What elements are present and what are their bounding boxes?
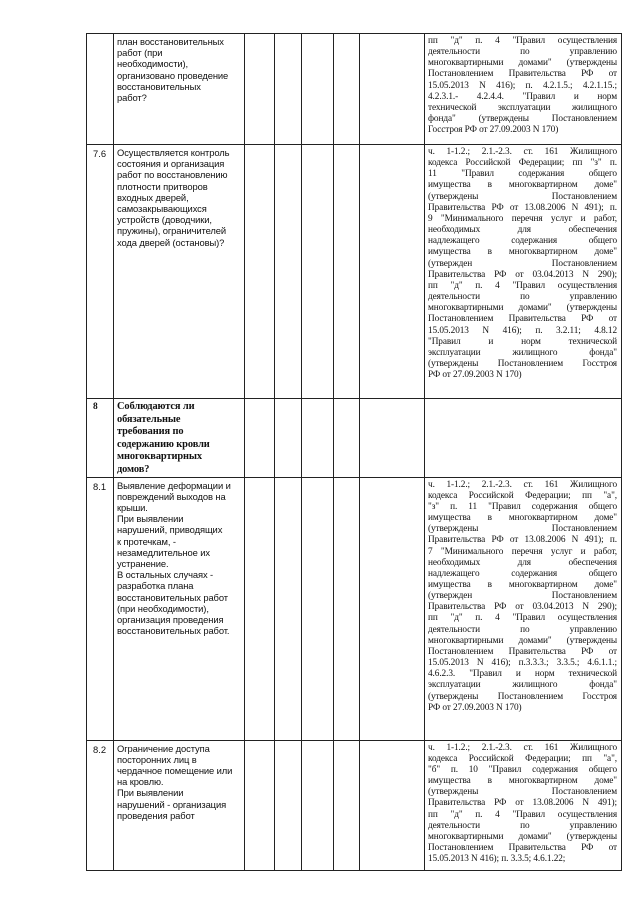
reference-line: Постановлением Правительства РФ от bbox=[428, 69, 617, 80]
reference-line: (утверждены Постановлением Госстроя bbox=[428, 691, 617, 702]
reference-line: "б" п. 10 "Правил содержания общего bbox=[428, 764, 617, 775]
reference-line: (утвержден Постановлением bbox=[428, 258, 617, 269]
question-line: многоквартирных bbox=[117, 451, 203, 463]
notes-cell bbox=[360, 145, 425, 399]
reference-line: технической эксплуатации жилищного bbox=[428, 102, 617, 113]
reference-line: надлежащего содержания общего bbox=[428, 568, 617, 579]
answer-yes-cell bbox=[245, 399, 275, 478]
notes-cell bbox=[360, 477, 425, 740]
reference-line: многоквартирными домами" (утверждены bbox=[428, 635, 617, 646]
requirement-question-cell bbox=[114, 399, 245, 478]
reference-line: пп "д" п. 4 "Правил осуществления bbox=[428, 280, 617, 291]
answer-no-cell bbox=[275, 740, 302, 870]
not-required-cell bbox=[334, 34, 360, 145]
question-line: необходимости), bbox=[117, 58, 189, 70]
reference-line: имущества в многоквартирном доме" bbox=[428, 513, 617, 524]
reference-line: (утвержден Постановлением bbox=[428, 591, 617, 602]
question-line: работ (при bbox=[117, 47, 163, 59]
answer-yes-cell bbox=[245, 740, 275, 870]
question-line: (при необходимости), bbox=[117, 602, 209, 614]
question-line: устранение. bbox=[117, 557, 169, 569]
legal-reference-cell bbox=[425, 399, 622, 478]
item-number-cell: 8.2 bbox=[87, 740, 114, 870]
question-line: В остальных случаях - bbox=[117, 569, 214, 581]
item-number-cell: 7.6 bbox=[87, 145, 114, 399]
question-line: разработка плана bbox=[117, 580, 194, 592]
requirement-question-cell bbox=[114, 740, 245, 870]
reference-line: 15.05.2013 N 416); п.3.3.3.; 3.3.5.; 4.6.1.1.; bbox=[428, 658, 617, 669]
reference-line: (утверждены Постановлением bbox=[428, 524, 617, 535]
reference-line: многоквартирными домами" (утверждены bbox=[428, 831, 617, 842]
not-applicable-cell bbox=[302, 34, 334, 145]
reference-line: деятельности по управлению bbox=[428, 292, 617, 303]
not-required-cell bbox=[334, 399, 360, 478]
question-line: состояния и организация bbox=[117, 158, 225, 170]
question-line: посторонних лиц в bbox=[117, 753, 197, 765]
table-row bbox=[87, 399, 622, 478]
question-line: обязательные bbox=[117, 413, 181, 425]
reference-line: 7 "Минимального перечня услуг и работ, bbox=[428, 546, 617, 557]
reference-line: 11 "Правил содержания общего bbox=[428, 169, 617, 180]
table-row bbox=[87, 477, 622, 740]
requirement-question-cell bbox=[114, 477, 245, 740]
reference-line: имущества в многоквартирном доме" bbox=[428, 247, 617, 258]
question-line: работ по восстановлению bbox=[117, 169, 228, 181]
reference-line: пп "д" п. 4 "Правил осуществления bbox=[428, 36, 617, 46]
reference-line: "Правил и норм технической bbox=[428, 336, 617, 347]
question-line: план восстановительных bbox=[117, 36, 224, 47]
question-line: на кровлю. bbox=[117, 776, 164, 788]
question-line: восстановительных работ bbox=[117, 591, 228, 603]
answer-yes-cell bbox=[245, 34, 275, 145]
reference-line: имущества в многоквартирном доме" bbox=[428, 180, 617, 191]
question-line: проведения работ bbox=[117, 809, 195, 821]
reference-line: "з" п. 11 "Правил содержания общего bbox=[428, 501, 617, 512]
question-line: незамедлительное их bbox=[117, 546, 211, 558]
reference-line: РФ от 27.09.2003 N 170) bbox=[428, 702, 522, 713]
reference-line: имущества в многоквартирном доме" bbox=[428, 579, 617, 590]
reference-line: (утверждены Постановлением bbox=[428, 787, 617, 798]
reference-line: (утверждены Постановлением bbox=[428, 191, 617, 202]
question-line: входных дверей, bbox=[117, 191, 189, 203]
question-line: нарушений - организация bbox=[117, 798, 227, 810]
question-line: Соблюдаются ли bbox=[117, 401, 195, 412]
reference-line: кодекса Российской Федерации; пп "а", bbox=[428, 753, 617, 764]
question-line: Ограничение доступа bbox=[117, 742, 210, 754]
question-line: организация проведения bbox=[117, 614, 224, 625]
question-line: самозакрывающихся bbox=[117, 203, 207, 215]
reference-line: ч. 1-1.2.; 2.1.-2.3. ст. 161 Жилищного bbox=[428, 147, 617, 157]
reference-line: эксплуатации жилищного фонда" bbox=[428, 680, 617, 691]
reference-line: деятельности по управлению bbox=[428, 624, 617, 635]
answer-yes-cell bbox=[245, 477, 275, 740]
requirement-question-cell bbox=[114, 34, 245, 145]
legal-reference-cell bbox=[425, 145, 622, 399]
question-line: чердачное помещение или bbox=[117, 764, 233, 776]
requirement-question-cell bbox=[114, 145, 245, 399]
notes-cell bbox=[360, 34, 425, 145]
inspection-checklist-table bbox=[86, 33, 622, 871]
question-line: содержанию кровли bbox=[117, 438, 210, 450]
reference-line: 15.05.2013 N 416); п. 4.2.1.5.; 4.2.1.15.; bbox=[428, 80, 617, 91]
notes-cell bbox=[360, 740, 425, 870]
reference-line: многоквартирными домами" (утверждены bbox=[428, 58, 617, 69]
question-line: домов? bbox=[117, 463, 150, 475]
question-line: пружины), ограничителей bbox=[117, 225, 227, 237]
question-line: нарушений, приводящих bbox=[117, 524, 223, 536]
question-line: плотности притворов bbox=[117, 180, 208, 192]
question-line: требования по bbox=[117, 426, 184, 438]
reference-line: надлежащего содержания общего bbox=[428, 236, 617, 247]
answer-yes-cell bbox=[245, 145, 275, 399]
reference-line: Постановлением Правительства РФ от bbox=[428, 314, 617, 325]
question-line: повреждений выходов на bbox=[117, 490, 226, 502]
item-number-cell: 8 bbox=[87, 399, 114, 478]
question-line: При выявлении bbox=[117, 787, 184, 799]
reference-line: пп "д" п. 4 "Правил осуществления bbox=[428, 809, 617, 820]
table-row bbox=[87, 145, 622, 399]
reference-line: Госстроя РФ от 27.09.2003 N 170) bbox=[428, 125, 559, 136]
question-line: к протечкам, - bbox=[117, 535, 176, 547]
table-row bbox=[87, 740, 622, 870]
reference-line: 15.05.2013 N 416); п. 3.2.11; 4.8.12 bbox=[428, 325, 617, 336]
not-required-cell bbox=[334, 740, 360, 870]
item-number-cell bbox=[87, 34, 114, 145]
reference-line: пп "д" п. 4 "Правил осуществления bbox=[428, 613, 617, 624]
reference-line: эксплуатации жилищного фонда" bbox=[428, 347, 617, 358]
answer-no-cell bbox=[275, 34, 302, 145]
answer-no-cell bbox=[275, 145, 302, 399]
reference-line: кодекса Российской Федерации; пп "а", bbox=[428, 490, 617, 501]
legal-reference-cell bbox=[425, 740, 622, 870]
reference-line: необходимых для обеспечения bbox=[428, 557, 617, 568]
not-applicable-cell bbox=[302, 145, 334, 399]
question-line: Выявление деформации и bbox=[117, 479, 231, 491]
not-required-cell bbox=[334, 477, 360, 740]
reference-line: Правительства РФ от 13.08.2006 N 491); п. bbox=[428, 535, 617, 546]
reference-line: (утверждены Постановлением Госстроя bbox=[428, 358, 617, 369]
reference-line: деятельности по управлению bbox=[428, 47, 617, 58]
question-line: восстановительных bbox=[117, 80, 201, 92]
reference-line: необходимых для обеспечения bbox=[428, 225, 617, 236]
not-applicable-cell bbox=[302, 399, 334, 478]
reference-line: 9 "Минимального перечня услуг и работ, bbox=[428, 213, 617, 224]
reference-line: Правительства РФ от 03.04.2013 N 290); bbox=[428, 602, 617, 613]
legal-reference-cell bbox=[425, 34, 622, 145]
reference-line: ч. 1-1.2.; 2.1.-2.3. ст. 161 Жилищного bbox=[428, 742, 617, 753]
table-row bbox=[87, 34, 622, 145]
answer-no-cell bbox=[275, 399, 302, 478]
reference-line: имущества в многоквартирном доме" bbox=[428, 776, 617, 787]
notes-cell bbox=[360, 399, 425, 478]
question-line: устройств (доводчики, bbox=[117, 214, 212, 226]
reference-line: РФ от 27.09.2003 N 170) bbox=[428, 370, 522, 381]
legal-reference-cell bbox=[425, 477, 622, 740]
not-applicable-cell bbox=[302, 740, 334, 870]
reference-line: 4.2.3.1.- 4.2.4.4. "Правил и норм bbox=[428, 91, 617, 102]
not-required-cell bbox=[334, 145, 360, 399]
question-line: восстановительных работ. bbox=[117, 625, 230, 637]
reference-line: 15.05.2013 N 416); п. 3.3.5; 4.6.1.22; bbox=[428, 854, 566, 865]
item-number-cell: 8.1 bbox=[87, 477, 114, 740]
reference-line: Правительства РФ от 03.04.2013 N 290); bbox=[428, 269, 617, 280]
reference-line: кодекса Российской Федерации; пп "з" п. bbox=[428, 158, 617, 169]
answer-no-cell bbox=[275, 477, 302, 740]
question-line: При выявлении bbox=[117, 513, 184, 525]
question-line: хода дверей (остановы)? bbox=[117, 236, 225, 248]
reference-line: Постановлением Правительства РФ от bbox=[428, 842, 617, 853]
question-line: крыши. bbox=[117, 501, 148, 513]
question-line: организовано проведение bbox=[117, 69, 229, 81]
reference-line: ч. 1-1.2.; 2.1.-2.3. ст. 161 Жилищного bbox=[428, 479, 617, 490]
not-applicable-cell bbox=[302, 477, 334, 740]
reference-line: 4.6.2.3. "Правил и норм технической bbox=[428, 669, 617, 680]
reference-line: многоквартирными домами" (утверждены bbox=[428, 303, 617, 314]
reference-line: Правительства РФ от 13.08.2006 N 491); bbox=[428, 798, 617, 809]
reference-line: Постановлением Правительства РФ от bbox=[428, 646, 617, 657]
reference-line: Правительства РФ от 13.08.2006 N 491); п. bbox=[428, 202, 617, 213]
question-line: работ? bbox=[117, 92, 147, 104]
reference-line: деятельности по управлению bbox=[428, 820, 617, 831]
reference-line: фонда" (утверждены Постановлением bbox=[428, 114, 617, 125]
question-line: Осуществляется контроль bbox=[117, 147, 230, 158]
